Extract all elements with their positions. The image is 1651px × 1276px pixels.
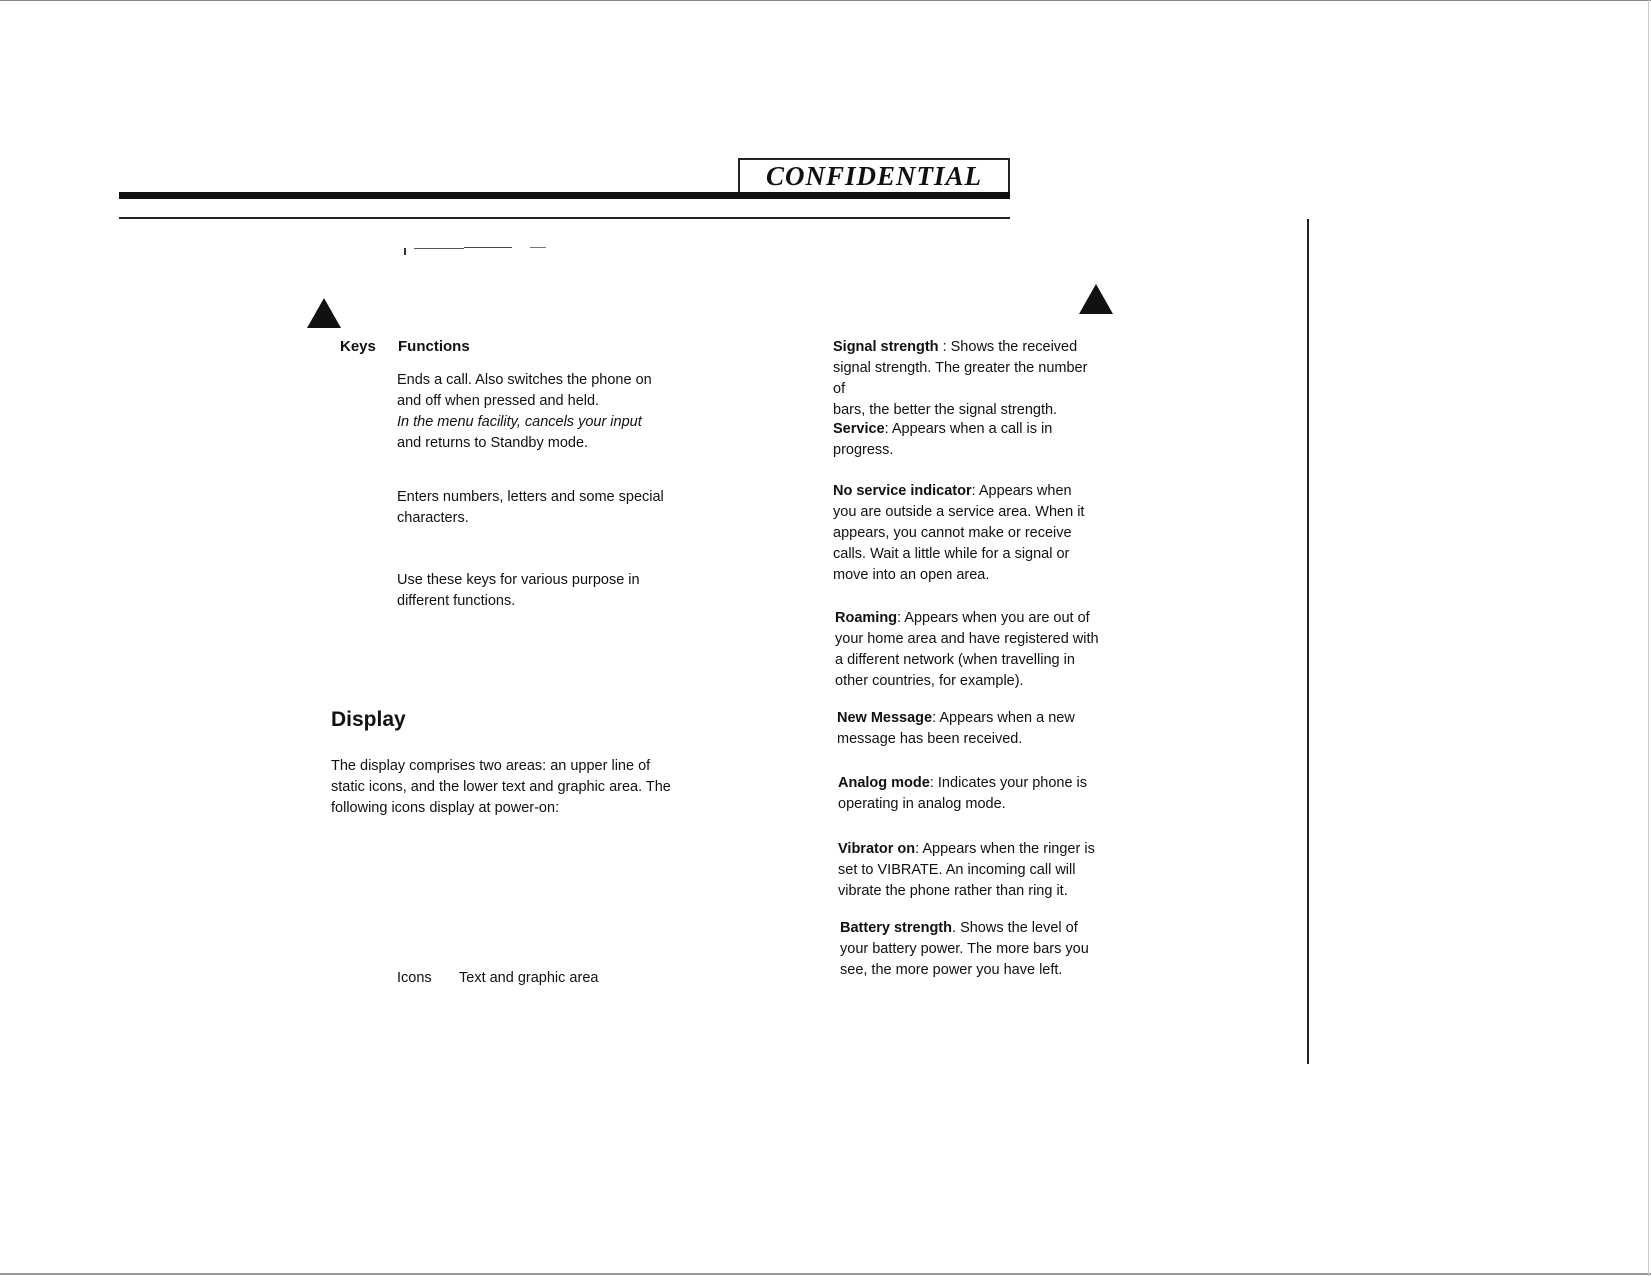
icon-entry-roaming: Roaming: Appears when you are out of your home area and have registered with a different network (when travelling in other countries, for example).: [835, 610, 1099, 689]
icon-term: Analog mode: [838, 775, 930, 791]
page-right-edge: [1648, 0, 1649, 1276]
header-thick-rule: [119, 192, 1010, 199]
keys-column-header: Keys: [340, 338, 376, 355]
text-line: Use these keys for various purpose in: [397, 572, 640, 588]
header-thin-rule: [119, 217, 1010, 219]
triangle-marker-icon: [1079, 284, 1113, 314]
text-line: The display comprises two areas: an upper line of: [331, 758, 651, 774]
display-description: [331, 756, 671, 819]
text-line: and off when pressed and held.: [397, 393, 600, 409]
icon-entry-analog-mode: Analog mode: Indicates your phone is operating in analog mode.: [838, 775, 1088, 812]
text-line: static icons, and the lower text and graphic area. The: [331, 779, 671, 795]
text-line: different functions.: [397, 593, 516, 609]
text-line: Ends a call. Also switches the phone on: [397, 372, 652, 388]
key-function-numbers: [397, 487, 667, 529]
icon-term: Signal strength: [833, 339, 939, 355]
display-heading: Display: [331, 708, 406, 731]
text-line: following icons display at power-on:: [331, 800, 560, 816]
confidential-stamp: CONFIDENTIAL: [738, 158, 1010, 192]
icon-entry-vibrator-on: Vibrator on: Appears when the ringer is set to VIBRATE. An incoming call will vibrate the phone rather than ring it.: [838, 841, 1095, 899]
icon-entry-battery-strength: Battery strength. Shows the level of your battery power. The more bars you see, the more power you have left.: [840, 920, 1089, 978]
key-function-end: [397, 370, 667, 454]
page-bottom-edge: [0, 1273, 1651, 1275]
icon-term: New Message: [837, 710, 933, 726]
triangle-marker-icon: [307, 298, 341, 328]
functions-column-header: Functions: [398, 338, 470, 355]
text-line: Enters numbers, letters and some special: [397, 489, 664, 505]
icon-entry-signal-strength: Signal strength : Shows the received signal strength. The greater the number of bars, the better the signal strength.: [833, 339, 1088, 418]
caption-icons: Icons: [397, 970, 432, 986]
column-divider-rule: [1307, 219, 1309, 1064]
scan-mark: [404, 248, 406, 255]
scan-mark: [414, 248, 464, 249]
icon-term: No service indicator: [833, 483, 972, 499]
icon-term: Battery strength: [840, 920, 952, 936]
scan-mark: [464, 247, 512, 248]
text-line: In the menu facility, cancels your input: [397, 414, 642, 430]
icon-entry-no-service: No service indicator: Appears when you are outside a service area. When it appears, you cannot make or receive calls. Wait a little while for a signal or move into an open area.: [833, 483, 1085, 583]
text-line: characters.: [397, 510, 469, 526]
icon-entry-new-message: New Message: Appears when a new message has been received.: [837, 710, 1075, 747]
caption-text-area: Text and graphic area: [459, 970, 599, 986]
page-top-edge: [0, 0, 1651, 1]
key-function-soft: [397, 570, 667, 612]
icon-term: Vibrator on: [838, 841, 916, 857]
icon-term: Roaming: [835, 610, 898, 626]
text-line: and returns to Standby mode.: [397, 435, 589, 451]
icon-term: Service: [833, 421, 885, 437]
scan-mark: [530, 247, 546, 248]
icon-entry-service: Service: Appears when a call is in progress.: [833, 421, 1053, 458]
